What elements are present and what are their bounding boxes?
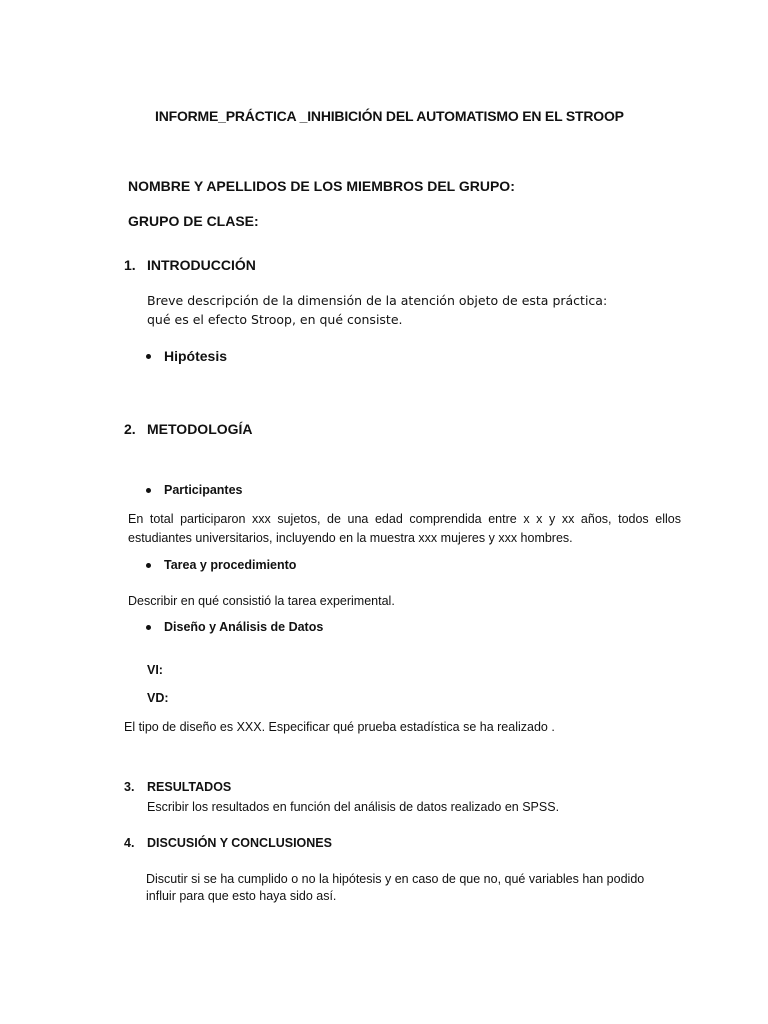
intro-description-line-1: Breve descripción de la dimensión de la atención objeto de esta práctica: (147, 293, 608, 308)
task-text: Describir en qué consistió la tarea experimental. (128, 594, 395, 608)
hypothesis-bullet: Hipótesis (164, 348, 228, 364)
section-4-heading: DISCUSIÓN Y CONCLUSIONES (147, 836, 332, 850)
section-2-number: 2. (124, 421, 136, 437)
results-text: Escribir los resultados en función del análisis de datos realizado en SPSS. (147, 800, 560, 814)
bullet-icon (146, 354, 151, 359)
group-label: GRUPO DE CLASE: (128, 213, 259, 229)
discussion-line-1: Discutir si se ha cumplido o no la hipótesis y en caso de que no, qué variables han podido (146, 872, 645, 886)
design-label: Diseño y Análisis de Datos (164, 620, 324, 634)
bullet-icon (146, 488, 151, 493)
participants-paragraph (128, 510, 681, 548)
section-1-number: 1. (124, 257, 136, 273)
vi-label: VI: (147, 663, 163, 677)
vd-label: VD: (147, 691, 169, 705)
document-title: INFORME_PRÁCTICA _INHIBICIÓN DEL AUTOMATISMO EN EL STROOP (155, 108, 624, 124)
discussion-line-2: influir para que esto haya sido así. (146, 889, 337, 903)
task-label: Tarea y procedimiento (164, 558, 297, 572)
bullet-icon (146, 563, 151, 568)
section-3-number: 3. (124, 780, 135, 794)
participants-line-1: En total participaron xxx sujetos, de una edad comprendida entre x x y xx años, todos ellos (128, 512, 681, 526)
participants-label: Participantes (164, 483, 243, 497)
section-2-heading: METODOLOGÍA (147, 421, 253, 437)
section-1-heading: INTRODUCCIÓN (147, 257, 256, 273)
members-label: NOMBRE Y APELLIDOS DE LOS MIEMBROS DEL GRUPO: (128, 178, 515, 194)
intro-description-line-2: qué es el efecto Stroop, en qué consiste. (147, 312, 403, 327)
participants-line-2: estudiantes universitarios, incluyendo en la muestra xxx mujeres y xxx hombres. (128, 531, 573, 545)
section-3-heading: RESULTADOS (147, 780, 232, 794)
design-text: El tipo de diseño es XXX. Especificar qué prueba estadística se ha realizado . (124, 720, 555, 734)
bullet-icon (146, 625, 151, 630)
section-4-number: 4. (124, 836, 135, 850)
